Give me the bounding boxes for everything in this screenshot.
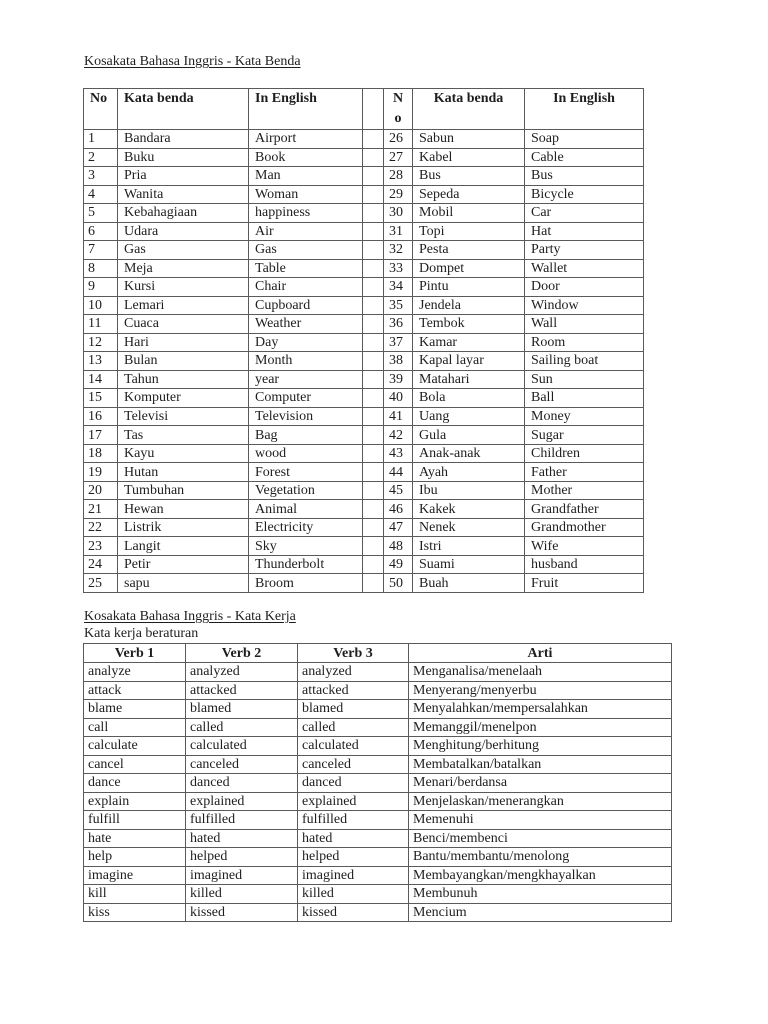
verb-verb3: calculated xyxy=(298,737,409,756)
noun-number: 23 xyxy=(84,537,118,556)
verbs-subtitle: Kata kerja beraturan xyxy=(84,626,199,641)
noun-in-english: Grandfather xyxy=(525,500,644,519)
noun-in-english: Vegetation xyxy=(249,481,363,500)
header-kata-benda-right: Kata benda xyxy=(413,89,525,130)
table-row xyxy=(84,811,672,830)
verb-verb3: attacked xyxy=(298,681,409,700)
table-row xyxy=(84,829,672,848)
noun-in-english: Wallet xyxy=(525,259,644,278)
table-row xyxy=(84,352,644,371)
noun-in-english: Month xyxy=(249,352,363,371)
table-row xyxy=(84,222,644,241)
verb-arti: Benci/membenci xyxy=(409,829,672,848)
table-row xyxy=(84,792,672,811)
verb-verb3: fulfilled xyxy=(298,811,409,830)
noun-number: 10 xyxy=(84,296,118,315)
noun-in-english: Animal xyxy=(249,500,363,519)
noun-kata-benda: Bola xyxy=(413,389,525,408)
header-no-right xyxy=(384,89,413,130)
noun-number: 35 xyxy=(384,296,413,315)
verb-verb3: explained xyxy=(298,792,409,811)
gap-cell xyxy=(363,407,384,426)
gap-cell xyxy=(363,537,384,556)
noun-in-english: Bicycle xyxy=(525,185,644,204)
noun-kata-benda: Kayu xyxy=(118,444,249,463)
noun-in-english: Party xyxy=(525,241,644,260)
noun-number: 9 xyxy=(84,278,118,297)
noun-kata-benda: Nenek xyxy=(413,518,525,537)
noun-kata-benda: Pesta xyxy=(413,241,525,260)
noun-kata-benda: Suami xyxy=(413,555,525,574)
gap-cell xyxy=(363,259,384,278)
gap-cell xyxy=(363,574,384,593)
noun-number: 8 xyxy=(84,259,118,278)
noun-in-english: Hat xyxy=(525,222,644,241)
noun-kata-benda: Pria xyxy=(118,167,249,186)
noun-in-english: Day xyxy=(249,333,363,352)
noun-in-english: Sky xyxy=(249,537,363,556)
nouns-table xyxy=(83,88,644,593)
table-row xyxy=(84,700,672,719)
verb-arti: Menganalisa/menelaah xyxy=(409,663,672,682)
nouns-section-title: Kosakata Bahasa Inggris - Kata Benda xyxy=(84,54,301,69)
verb-verb3: canceled xyxy=(298,755,409,774)
noun-kata-benda: Tahun xyxy=(118,370,249,389)
noun-kata-benda: Matahari xyxy=(413,370,525,389)
table-row xyxy=(84,148,644,167)
noun-number: 15 xyxy=(84,389,118,408)
verb-verb3: called xyxy=(298,718,409,737)
verb-verb2: analyzed xyxy=(186,663,298,682)
noun-kata-benda: Meja xyxy=(118,259,249,278)
noun-in-english: Mother xyxy=(525,481,644,500)
verb-verb2: hated xyxy=(186,829,298,848)
noun-number: 21 xyxy=(84,500,118,519)
gap-cell xyxy=(363,222,384,241)
noun-kata-benda: Televisi xyxy=(118,407,249,426)
noun-in-english: Broom xyxy=(249,574,363,593)
noun-kata-benda: Sabun xyxy=(413,130,525,149)
gap-cell xyxy=(363,185,384,204)
header-verb3: Verb 3 xyxy=(298,644,409,663)
noun-number: 33 xyxy=(384,259,413,278)
noun-number: 41 xyxy=(384,407,413,426)
verb-verb3: blamed xyxy=(298,700,409,719)
noun-kata-benda: Wanita xyxy=(118,185,249,204)
noun-in-english: Gas xyxy=(249,241,363,260)
gap-cell xyxy=(363,500,384,519)
header-no-right-label: No xyxy=(393,91,404,126)
gap-cell xyxy=(363,315,384,334)
noun-kata-benda: Bandara xyxy=(118,130,249,149)
noun-in-english: Cable xyxy=(525,148,644,167)
noun-in-english: Fruit xyxy=(525,574,644,593)
noun-in-english: Father xyxy=(525,463,644,482)
verb-verb1: dance xyxy=(84,774,186,793)
noun-number: 44 xyxy=(384,463,413,482)
table-row xyxy=(84,774,672,793)
noun-number: 11 xyxy=(84,315,118,334)
noun-kata-benda: Udara xyxy=(118,222,249,241)
noun-in-english: Window xyxy=(525,296,644,315)
table-row xyxy=(84,278,644,297)
verb-verb3: imagined xyxy=(298,866,409,885)
noun-number: 32 xyxy=(384,241,413,260)
verb-verb2: called xyxy=(186,718,298,737)
noun-number: 5 xyxy=(84,204,118,223)
noun-kata-benda: Topi xyxy=(413,222,525,241)
table-row xyxy=(84,407,644,426)
noun-kata-benda: Gula xyxy=(413,426,525,445)
table-row xyxy=(84,537,644,556)
noun-kata-benda: Kamar xyxy=(413,333,525,352)
verb-verb1: fulfill xyxy=(84,811,186,830)
noun-number: 37 xyxy=(384,333,413,352)
verb-verb2: helped xyxy=(186,848,298,867)
gap-cell xyxy=(363,481,384,500)
noun-number: 45 xyxy=(384,481,413,500)
table-row xyxy=(84,167,644,186)
gap-cell xyxy=(363,204,384,223)
noun-in-english: Television xyxy=(249,407,363,426)
gap-cell xyxy=(363,130,384,149)
verb-verb2: fulfilled xyxy=(186,811,298,830)
noun-kata-benda: Hutan xyxy=(118,463,249,482)
verb-verb2: danced xyxy=(186,774,298,793)
verb-verb2: calculated xyxy=(186,737,298,756)
noun-kata-benda: sapu xyxy=(118,574,249,593)
noun-kata-benda: Istri xyxy=(413,537,525,556)
verb-arti: Membatalkan/batalkan xyxy=(409,755,672,774)
noun-in-english: Children xyxy=(525,444,644,463)
gap-cell xyxy=(363,333,384,352)
noun-in-english: Room xyxy=(525,333,644,352)
noun-kata-benda: Kursi xyxy=(118,278,249,297)
noun-in-english: Sailing boat xyxy=(525,352,644,371)
noun-in-english: husband xyxy=(525,555,644,574)
noun-in-english: Bus xyxy=(525,167,644,186)
noun-kata-benda: Ibu xyxy=(413,481,525,500)
gap-cell xyxy=(363,241,384,260)
noun-kata-benda: Komputer xyxy=(118,389,249,408)
table-row xyxy=(84,241,644,260)
noun-number: 20 xyxy=(84,481,118,500)
noun-in-english: Sugar xyxy=(525,426,644,445)
verb-verb2: attacked xyxy=(186,681,298,700)
noun-number: 6 xyxy=(84,222,118,241)
verb-verb1: analyze xyxy=(84,663,186,682)
verb-arti: Menari/berdansa xyxy=(409,774,672,793)
nouns-header-row xyxy=(84,89,644,130)
noun-in-english: Wall xyxy=(525,315,644,334)
verb-verb2: imagined xyxy=(186,866,298,885)
table-row xyxy=(84,866,672,885)
noun-kata-benda: Ayah xyxy=(413,463,525,482)
verb-verb1: help xyxy=(84,848,186,867)
noun-number: 30 xyxy=(384,204,413,223)
table-row xyxy=(84,315,644,334)
noun-number: 47 xyxy=(384,518,413,537)
noun-in-english: Airport xyxy=(249,130,363,149)
noun-kata-benda: Petir xyxy=(118,555,249,574)
noun-kata-benda: Tembok xyxy=(413,315,525,334)
nouns-table-body xyxy=(84,130,644,593)
noun-in-english: Sun xyxy=(525,370,644,389)
header-kata-benda-left: Kata benda xyxy=(118,89,249,130)
verb-arti: Memanggil/menelpon xyxy=(409,718,672,737)
verb-verb2: canceled xyxy=(186,755,298,774)
header-in-english-right: In English xyxy=(525,89,644,130)
noun-kata-benda: Lemari xyxy=(118,296,249,315)
noun-number: 25 xyxy=(84,574,118,593)
table-row xyxy=(84,481,644,500)
noun-in-english: Soap xyxy=(525,130,644,149)
noun-number: 17 xyxy=(84,426,118,445)
noun-kata-benda: Sepeda xyxy=(413,185,525,204)
noun-kata-benda: Kebahagiaan xyxy=(118,204,249,223)
noun-number: 12 xyxy=(84,333,118,352)
gap-cell xyxy=(363,278,384,297)
verb-verb3: analyzed xyxy=(298,663,409,682)
table-row xyxy=(84,737,672,756)
noun-number: 14 xyxy=(84,370,118,389)
noun-number: 39 xyxy=(384,370,413,389)
header-verb1: Verb 1 xyxy=(84,644,186,663)
verb-arti: Menyerang/menyerbu xyxy=(409,681,672,700)
noun-kata-benda: Tas xyxy=(118,426,249,445)
noun-kata-benda: Gas xyxy=(118,241,249,260)
verb-verb1: call xyxy=(84,718,186,737)
table-row xyxy=(84,185,644,204)
noun-kata-benda: Bus xyxy=(413,167,525,186)
gap-cell xyxy=(363,167,384,186)
noun-in-english: Grandmother xyxy=(525,518,644,537)
noun-number: 22 xyxy=(84,518,118,537)
noun-in-english: Money xyxy=(525,407,644,426)
table-row xyxy=(84,463,644,482)
gap-cell xyxy=(363,389,384,408)
verb-arti: Mencium xyxy=(409,903,672,922)
table-row xyxy=(84,848,672,867)
verbs-table-body xyxy=(84,663,672,922)
table-row xyxy=(84,130,644,149)
gap-cell xyxy=(363,463,384,482)
gap-cell xyxy=(363,352,384,371)
noun-number: 1 xyxy=(84,130,118,149)
noun-in-english: Man xyxy=(249,167,363,186)
noun-number: 13 xyxy=(84,352,118,371)
verb-verb1: explain xyxy=(84,792,186,811)
noun-in-english: Electricity xyxy=(249,518,363,537)
noun-in-english: happiness xyxy=(249,204,363,223)
verb-verb1: calculate xyxy=(84,737,186,756)
noun-number: 36 xyxy=(384,315,413,334)
verbs-section-title: Kosakata Bahasa Inggris - Kata Kerja xyxy=(84,609,296,624)
verbs-table xyxy=(83,643,672,922)
noun-in-english: Bag xyxy=(249,426,363,445)
noun-number: 4 xyxy=(84,185,118,204)
noun-in-english: Chair xyxy=(249,278,363,297)
verb-verb3: helped xyxy=(298,848,409,867)
noun-kata-benda: Pintu xyxy=(413,278,525,297)
verb-verb3: killed xyxy=(298,885,409,904)
header-in-english-left: In English xyxy=(249,89,363,130)
table-row xyxy=(84,296,644,315)
noun-kata-benda: Jendela xyxy=(413,296,525,315)
noun-number: 7 xyxy=(84,241,118,260)
table-row xyxy=(84,574,644,593)
table-row xyxy=(84,370,644,389)
noun-number: 28 xyxy=(384,167,413,186)
noun-number: 43 xyxy=(384,444,413,463)
noun-number: 18 xyxy=(84,444,118,463)
verb-arti: Menyalahkan/mempersalahkan xyxy=(409,700,672,719)
verb-verb1: imagine xyxy=(84,866,186,885)
noun-number: 42 xyxy=(384,426,413,445)
noun-in-english: Car xyxy=(525,204,644,223)
noun-in-english: year xyxy=(249,370,363,389)
table-row xyxy=(84,718,672,737)
noun-kata-benda: Mobil xyxy=(413,204,525,223)
verb-arti: Bantu/membantu/menolong xyxy=(409,848,672,867)
verb-verb3: kissed xyxy=(298,903,409,922)
verb-verb1: hate xyxy=(84,829,186,848)
table-row xyxy=(84,555,644,574)
noun-in-english: wood xyxy=(249,444,363,463)
verb-verb1: blame xyxy=(84,700,186,719)
noun-kata-benda: Uang xyxy=(413,407,525,426)
noun-number: 31 xyxy=(384,222,413,241)
verb-verb2: explained xyxy=(186,792,298,811)
verb-verb3: danced xyxy=(298,774,409,793)
verb-arti: Membayangkan/mengkhayalkan xyxy=(409,866,672,885)
noun-in-english: Air xyxy=(249,222,363,241)
gap-cell xyxy=(363,148,384,167)
verb-verb1: kill xyxy=(84,885,186,904)
verb-verb2: killed xyxy=(186,885,298,904)
table-row xyxy=(84,389,644,408)
verb-verb2: kissed xyxy=(186,903,298,922)
noun-number: 49 xyxy=(384,555,413,574)
noun-kata-benda: Buku xyxy=(118,148,249,167)
header-arti: Arti xyxy=(409,644,672,663)
table-row xyxy=(84,259,644,278)
verb-verb2: blamed xyxy=(186,700,298,719)
table-row xyxy=(84,500,644,519)
noun-in-english: Cupboard xyxy=(249,296,363,315)
noun-kata-benda: Anak-anak xyxy=(413,444,525,463)
noun-in-english: Ball xyxy=(525,389,644,408)
table-row xyxy=(84,518,644,537)
noun-number: 50 xyxy=(384,574,413,593)
table-row xyxy=(84,204,644,223)
noun-number: 40 xyxy=(384,389,413,408)
noun-in-english: Woman xyxy=(249,185,363,204)
noun-in-english: Thunderbolt xyxy=(249,555,363,574)
gap-cell xyxy=(363,426,384,445)
verb-arti: Memenuhi xyxy=(409,811,672,830)
noun-in-english: Table xyxy=(249,259,363,278)
verb-arti: Menjelaskan/menerangkan xyxy=(409,792,672,811)
noun-in-english: Book xyxy=(249,148,363,167)
noun-kata-benda: Hari xyxy=(118,333,249,352)
noun-kata-benda: Tumbuhan xyxy=(118,481,249,500)
verb-verb3: hated xyxy=(298,829,409,848)
noun-number: 48 xyxy=(384,537,413,556)
header-verb2: Verb 2 xyxy=(186,644,298,663)
gap-cell xyxy=(363,555,384,574)
noun-number: 38 xyxy=(384,352,413,371)
table-row xyxy=(84,681,672,700)
gap-cell xyxy=(363,444,384,463)
noun-number: 27 xyxy=(384,148,413,167)
noun-kata-benda: Langit xyxy=(118,537,249,556)
noun-number: 29 xyxy=(384,185,413,204)
gap-cell xyxy=(363,296,384,315)
noun-kata-benda: Cuaca xyxy=(118,315,249,334)
table-row xyxy=(84,903,672,922)
noun-number: 46 xyxy=(384,500,413,519)
noun-number: 2 xyxy=(84,148,118,167)
noun-number: 3 xyxy=(84,167,118,186)
noun-in-english: Computer xyxy=(249,389,363,408)
noun-kata-benda: Kabel xyxy=(413,148,525,167)
noun-number: 16 xyxy=(84,407,118,426)
noun-kata-benda: Kakek xyxy=(413,500,525,519)
noun-number: 19 xyxy=(84,463,118,482)
noun-kata-benda: Hewan xyxy=(118,500,249,519)
table-row xyxy=(84,755,672,774)
noun-in-english: Door xyxy=(525,278,644,297)
noun-in-english: Weather xyxy=(249,315,363,334)
noun-kata-benda: Dompet xyxy=(413,259,525,278)
verb-verb1: cancel xyxy=(84,755,186,774)
table-row xyxy=(84,885,672,904)
noun-number: 24 xyxy=(84,555,118,574)
table-row xyxy=(84,426,644,445)
verb-arti: Membunuh xyxy=(409,885,672,904)
table-row xyxy=(84,663,672,682)
header-gap xyxy=(363,89,384,130)
table-row xyxy=(84,333,644,352)
verb-verb1: attack xyxy=(84,681,186,700)
table-row xyxy=(84,444,644,463)
noun-in-english: Forest xyxy=(249,463,363,482)
verb-verb1: kiss xyxy=(84,903,186,922)
noun-kata-benda: Bulan xyxy=(118,352,249,371)
noun-number: 34 xyxy=(384,278,413,297)
noun-kata-benda: Listrik xyxy=(118,518,249,537)
header-no-left: No xyxy=(84,89,118,130)
gap-cell xyxy=(363,518,384,537)
noun-number: 26 xyxy=(384,130,413,149)
verbs-header-row xyxy=(84,644,672,663)
noun-kata-benda: Kapal layar xyxy=(413,352,525,371)
verb-arti: Menghitung/berhitung xyxy=(409,737,672,756)
noun-in-english: Wife xyxy=(525,537,644,556)
noun-kata-benda: Buah xyxy=(413,574,525,593)
gap-cell xyxy=(363,370,384,389)
